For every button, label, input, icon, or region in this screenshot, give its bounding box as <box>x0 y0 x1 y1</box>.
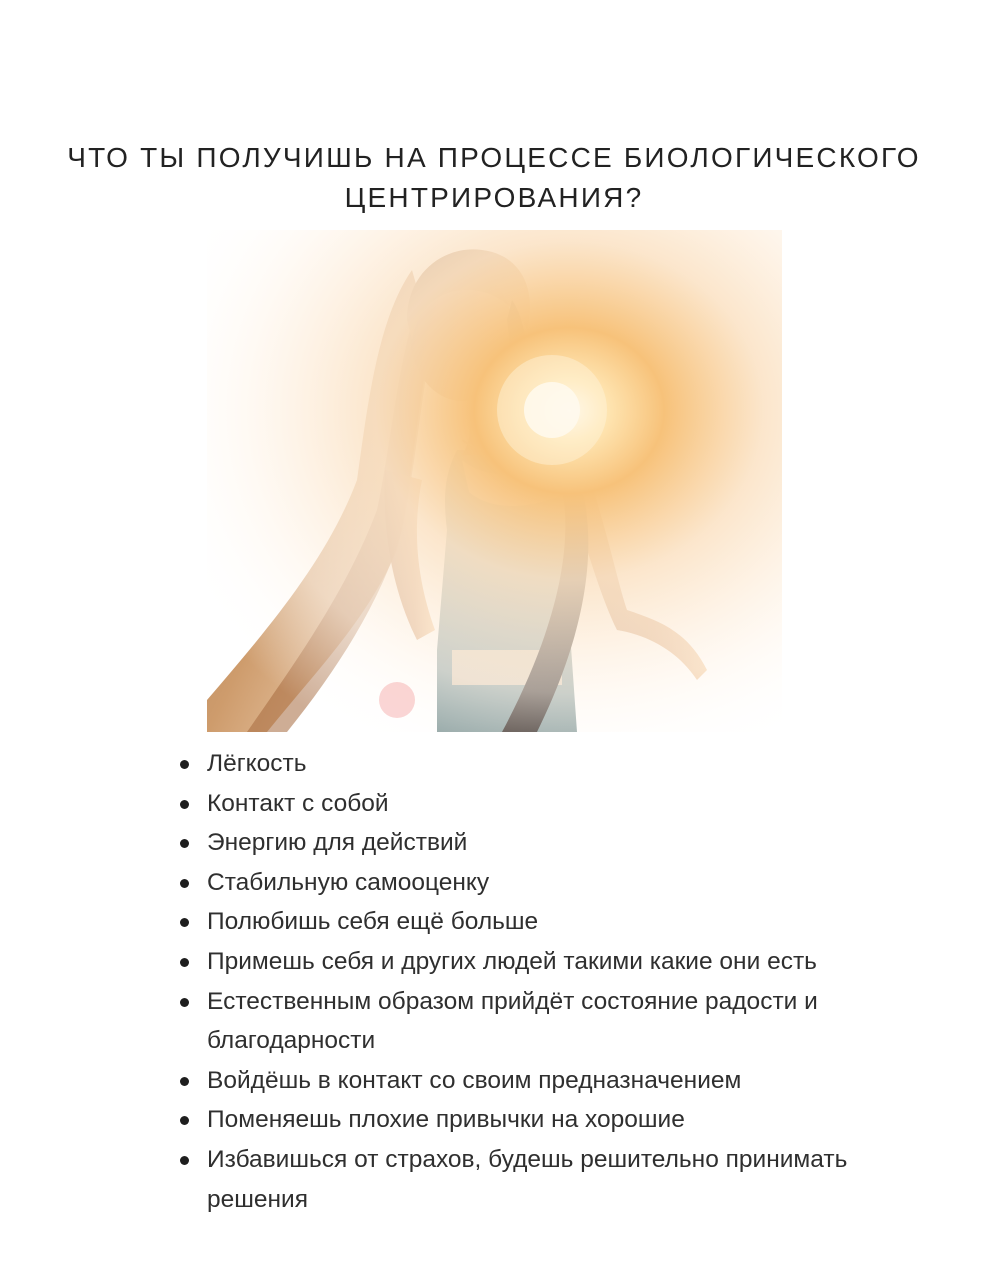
bullet-icon <box>180 958 189 967</box>
bullet-icon <box>180 800 189 809</box>
list-item-text: Войдёшь в контакт со своим предназначением <box>207 1066 742 1094</box>
list-item-text: Естественным образом прийдёт состояние радости и благодарности <box>207 987 818 1055</box>
bullet-icon <box>180 879 189 888</box>
benefits-list <box>170 744 930 1219</box>
bullet-icon <box>180 1116 189 1125</box>
list-item-text: Стабильную самооценку <box>207 868 490 896</box>
hero-photo <box>207 230 782 732</box>
list-item-text: Избавишься от страхов, будешь решительно принимать решения <box>207 1145 848 1213</box>
bullet-icon <box>180 918 189 927</box>
list-item-text: Поменяешь плохие привычки на хорошие <box>207 1106 685 1134</box>
list-item-text: Примешь себя и других людей такими какие они есть <box>207 947 817 975</box>
list-item <box>170 982 930 1061</box>
bullet-icon <box>180 998 189 1007</box>
list-item <box>170 902 930 942</box>
list-item <box>170 1140 930 1219</box>
list-item <box>170 942 930 982</box>
bullet-icon <box>180 1077 189 1086</box>
list-item-text: Лёгкость <box>207 750 307 777</box>
list-item <box>170 784 930 824</box>
title-line-1: ЧТО ТЫ ПОЛУЧИШЬ НА ПРОЦЕССЕ БИОЛОГИЧЕСКОГО <box>67 142 921 173</box>
page-title <box>40 138 948 218</box>
bullet-icon <box>180 1156 189 1165</box>
list-item-text: Полюбишь себя ещё больше <box>207 908 539 936</box>
list-item-text: Контакт с собой <box>207 789 389 817</box>
list-item <box>170 1061 930 1101</box>
bullet-icon <box>180 760 189 769</box>
list-item <box>170 1100 930 1140</box>
list-item <box>170 863 930 903</box>
list-item <box>170 744 930 784</box>
bullet-icon <box>180 839 189 848</box>
woman-in-sunlight-image <box>207 230 782 732</box>
list-item-text: Энергию для действий <box>207 829 468 857</box>
list-item <box>170 823 930 863</box>
title-line-2: ЦЕНТРИРОВАНИЯ? <box>344 182 644 213</box>
